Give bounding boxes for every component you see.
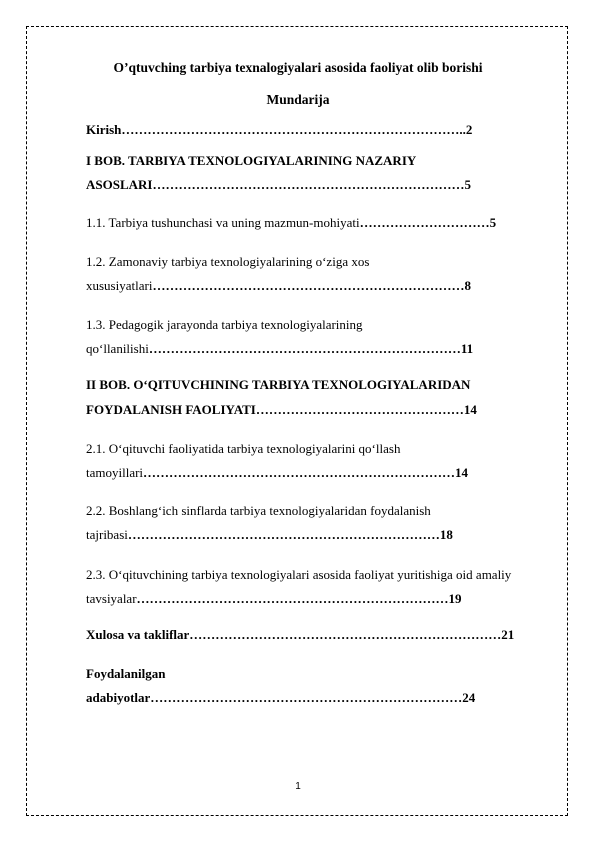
toc-chapter-2-line2[interactable] (86, 402, 477, 418)
toc-page-number: 18 (439, 527, 453, 542)
toc-leader: ……………………………………………………………… (152, 177, 465, 192)
toc-section-2-3-line2[interactable] (86, 591, 462, 607)
toc-section-1-2-line1[interactable] (86, 254, 369, 270)
toc-page-number: 5 (489, 215, 497, 230)
toc-heading: Mundarija (266, 92, 330, 107)
toc-page-number: 2 (465, 122, 473, 137)
toc-entry-title: FOYDALANISH FAOLIYATI (86, 402, 256, 417)
page-number: 1 (295, 781, 301, 792)
toc-page-number: 5 (464, 177, 471, 192)
toc-entry-title: xususiyatlari (86, 278, 153, 293)
toc-entry-title: ASOSLARI (86, 177, 153, 192)
toc-leader: ………………………………………… (255, 402, 464, 417)
toc-entry-adabiyotlar-line2[interactable] (86, 690, 475, 706)
toc-entry-title: Xulosa va takliflar (86, 627, 190, 642)
toc-page-number: 19 (448, 591, 462, 606)
toc-chapter-1-line2[interactable] (86, 177, 471, 193)
toc-entry-title: II BOB. O‘QITUVCHINING TARBIYA TEXNOLOGIYALARIDAN (86, 377, 471, 392)
toc-entry-title: 1.2. Zamonaviy tarbiya texnologiyalarining o‘ziga xos (86, 254, 370, 269)
toc-leader: …………………………………………………………………….. (121, 122, 466, 137)
document-title: O’qtuvching tarbiya texnalogiyalari asosida faoliyat olib borishi (113, 60, 483, 75)
toc-entry-title: tajribasi (86, 527, 128, 542)
toc-page-number: 14 (455, 465, 469, 480)
toc-entry-title: tavsiyalar (86, 591, 137, 606)
toc-page-number: 21 (501, 627, 515, 642)
toc-entry-title: adabiyotlar (86, 690, 151, 705)
toc-section-2-2-line2[interactable] (86, 527, 453, 543)
toc-entry-title: 2.2. Boshlang‘ich sinflarda tarbiya texnologiyalaridan foydalanish (86, 503, 431, 518)
toc-section-1-3-line1[interactable] (86, 317, 363, 333)
toc-chapter-1-line1[interactable] (86, 153, 416, 169)
toc-entry-adabiyotlar-line1[interactable] (86, 666, 165, 682)
toc-chapter-2-line1[interactable] (86, 377, 470, 393)
toc-entry-title: Kirish (86, 122, 122, 137)
toc-leader: ………………………… (359, 215, 490, 230)
toc-entry-title: I BOB. TARBIYA TEXNOLOGIYALARINING NAZARIY (86, 153, 417, 168)
toc-section-1-1[interactable] (86, 215, 496, 231)
toc-entry-xulosa[interactable] (86, 627, 514, 643)
toc-leader: ……………………………………………………………… (136, 591, 449, 606)
toc-section-2-2-line1[interactable] (86, 503, 431, 519)
toc-leader: ……………………………………………………………… (152, 278, 465, 293)
toc-entry-title: 1.3. Pedagogik jarayonda tarbiya texnologiyalarining (86, 317, 363, 332)
toc-page-number: 11 (460, 341, 474, 356)
toc-entry-kirish[interactable] (86, 122, 472, 138)
toc-section-1-3-line2[interactable] (86, 341, 473, 357)
toc-leader: ……………………………………………………………… (143, 465, 456, 480)
toc-section-1-2-line2[interactable] (86, 278, 471, 294)
toc-leader: ……………………………………………………………… (127, 527, 440, 542)
toc-entry-title: 2.1. O‘qituvchi faoliyatida tarbiya texnologiyalarini qo‘llash (86, 441, 401, 456)
toc-page-number: 24 (462, 690, 476, 705)
toc-section-2-3-line1[interactable] (86, 567, 511, 583)
toc-leader: ……………………………………………………………… (189, 627, 502, 642)
toc-section-2-1-line2[interactable] (86, 465, 468, 481)
toc-entry-title: 2.3. O‘qituvchining tarbiya texnologiyalari asosida faoliyat yuritishiga oid amaliy (86, 567, 512, 582)
toc-leader: ……………………………………………………………… (150, 690, 463, 705)
toc-page-number: 14 (463, 402, 477, 417)
toc-leader: ……………………………………………………………… (148, 341, 461, 356)
toc-entry-title: Foydalanilgan (86, 666, 166, 681)
toc-page-number: 8 (464, 278, 471, 293)
toc-entry-title: qo‘llanilishi (86, 341, 149, 356)
toc-section-2-1-line1[interactable] (86, 441, 400, 457)
toc-entry-title: tamoyillari (86, 465, 144, 480)
toc-entry-title: 1.1. Tarbiya tushunchasi va uning mazmun-mohiyati (86, 215, 360, 230)
